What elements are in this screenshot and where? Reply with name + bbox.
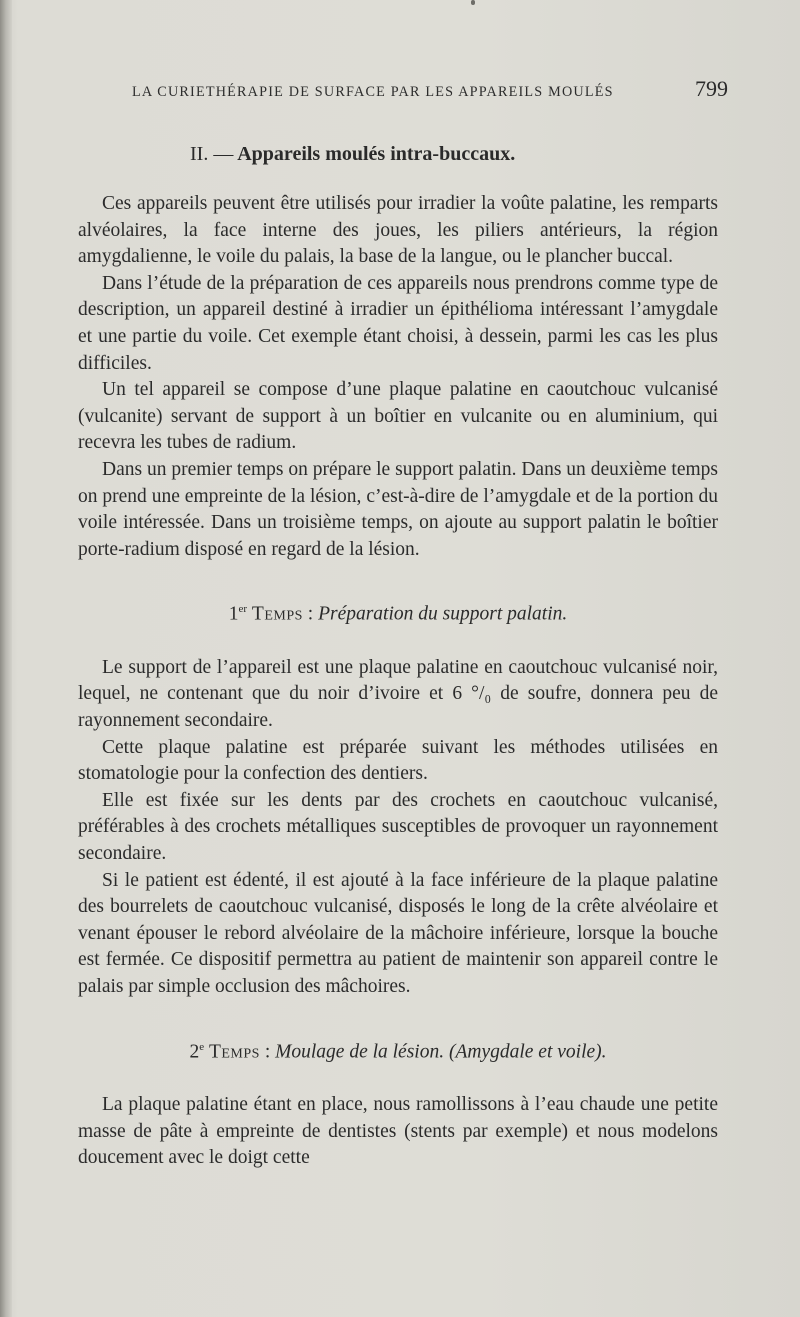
step-heading-1 [78, 595, 718, 629]
paragraph: Le support de l’appareil est une plaque palatine en caoutchouc vulcanisé noir, lequel, ne contenant que du noir d’ivoire et 6 °/₀ de soufre, donnera peu de rayonnement secondaire. [78, 656, 718, 731]
section-title: Appareils moulés intra-buccaux. [237, 143, 516, 165]
paragraph: Dans un premier temps on prépare le support palatin. Dans un deuxième temps on prend une empreinte de la lésion, c’est-à-dire de l’amygdale et de la portion du voile intéressée. Dans un troisième temps, on ajoute au support palatin le boîtier porte-radium disposé en regard de la lésion. [78, 458, 718, 560]
step-title: Préparation du support palatin. [318, 603, 568, 625]
section-number: II. — [190, 143, 234, 165]
section-heading [78, 140, 718, 168]
step-label: Temps [251, 603, 303, 625]
running-header [132, 76, 728, 106]
step-label: Temps [208, 1041, 260, 1063]
step-heading-2 [78, 1033, 718, 1067]
paragraph: Ces appareils peuvent être utilisés pour irradier la voûte palatine, les remparts alvéolaires, la face interne des joues, les piliers antérieurs, la région amygdalienne, le voile du palais, la base de la langue, ou le plancher buccal. [78, 193, 718, 268]
spacer [78, 629, 718, 655]
paragraph: Un tel appareil se compose d’une plaque palatine en caoutchouc vulcanisé (vulcanite) servant de support à un boîtier en vulcanite ou en aluminium, qui recevra les tubes de radium. [78, 379, 718, 454]
paragraph: Cette plaque palatine est préparée suivant les méthodes utilisées en stomatologie pour la confection des dentiers. [78, 736, 718, 785]
step-number: 2 [189, 1041, 200, 1063]
paragraph: Elle est fixée sur les dents par des crochets en caoutchouc vulcanisé, préférables à des crochets métalliques susceptibles de provoquer un rayonnement secondaire. [78, 789, 718, 864]
step-number: 1 [228, 603, 239, 625]
step-ordinal: er [238, 603, 248, 616]
paragraph: Si le patient est édenté, il est ajouté à la face inférieure de la plaque palatine des bourrelets de caoutchouc vulcanisé, disposés le long de la crête alvéolaire et venant épouser le rebord alvéolaire de la mâchoire inférieure, lorsque la bouche est fermée. Ce dispositif permettra au patient de maintenir son appareil contre le palais par simple occlusion des mâchoires. [78, 869, 718, 997]
spacer [78, 168, 718, 191]
step-separator: : [302, 603, 319, 625]
step-separator: : [259, 1041, 276, 1063]
spacer [78, 1001, 718, 1033]
main-text [78, 140, 718, 1172]
paragraph: La plaque palatine étant en place, nous ramollissons à l’eau chaude une petite masse de pâte à empreinte de dentistes (stents par exemple) et nous modelons doucement avec le doigt cette [78, 1094, 718, 1169]
paper-speck [471, 0, 475, 5]
page-number: 799 [695, 76, 728, 101]
step-ordinal: e [199, 1040, 205, 1053]
spacer [78, 1066, 718, 1092]
page-spine-shadow [0, 0, 12, 1317]
spacer [78, 563, 718, 595]
running-title: LA CURIETHÉRAPIE DE SURFACE PAR LES APPAREILS MOULÉS [132, 84, 614, 100]
paragraph: Dans l’étude de la préparation de ces appareils nous prendrons comme type de description, un appareil destiné à irradier un épithélioma intéressant l’amygdale et une partie du voile. Cet exemple étant choisi, à dessein, parmi les cas les plus difficiles. [78, 272, 718, 374]
step-title: Moulage de la lésion. (Amygdale et voile). [275, 1041, 607, 1063]
